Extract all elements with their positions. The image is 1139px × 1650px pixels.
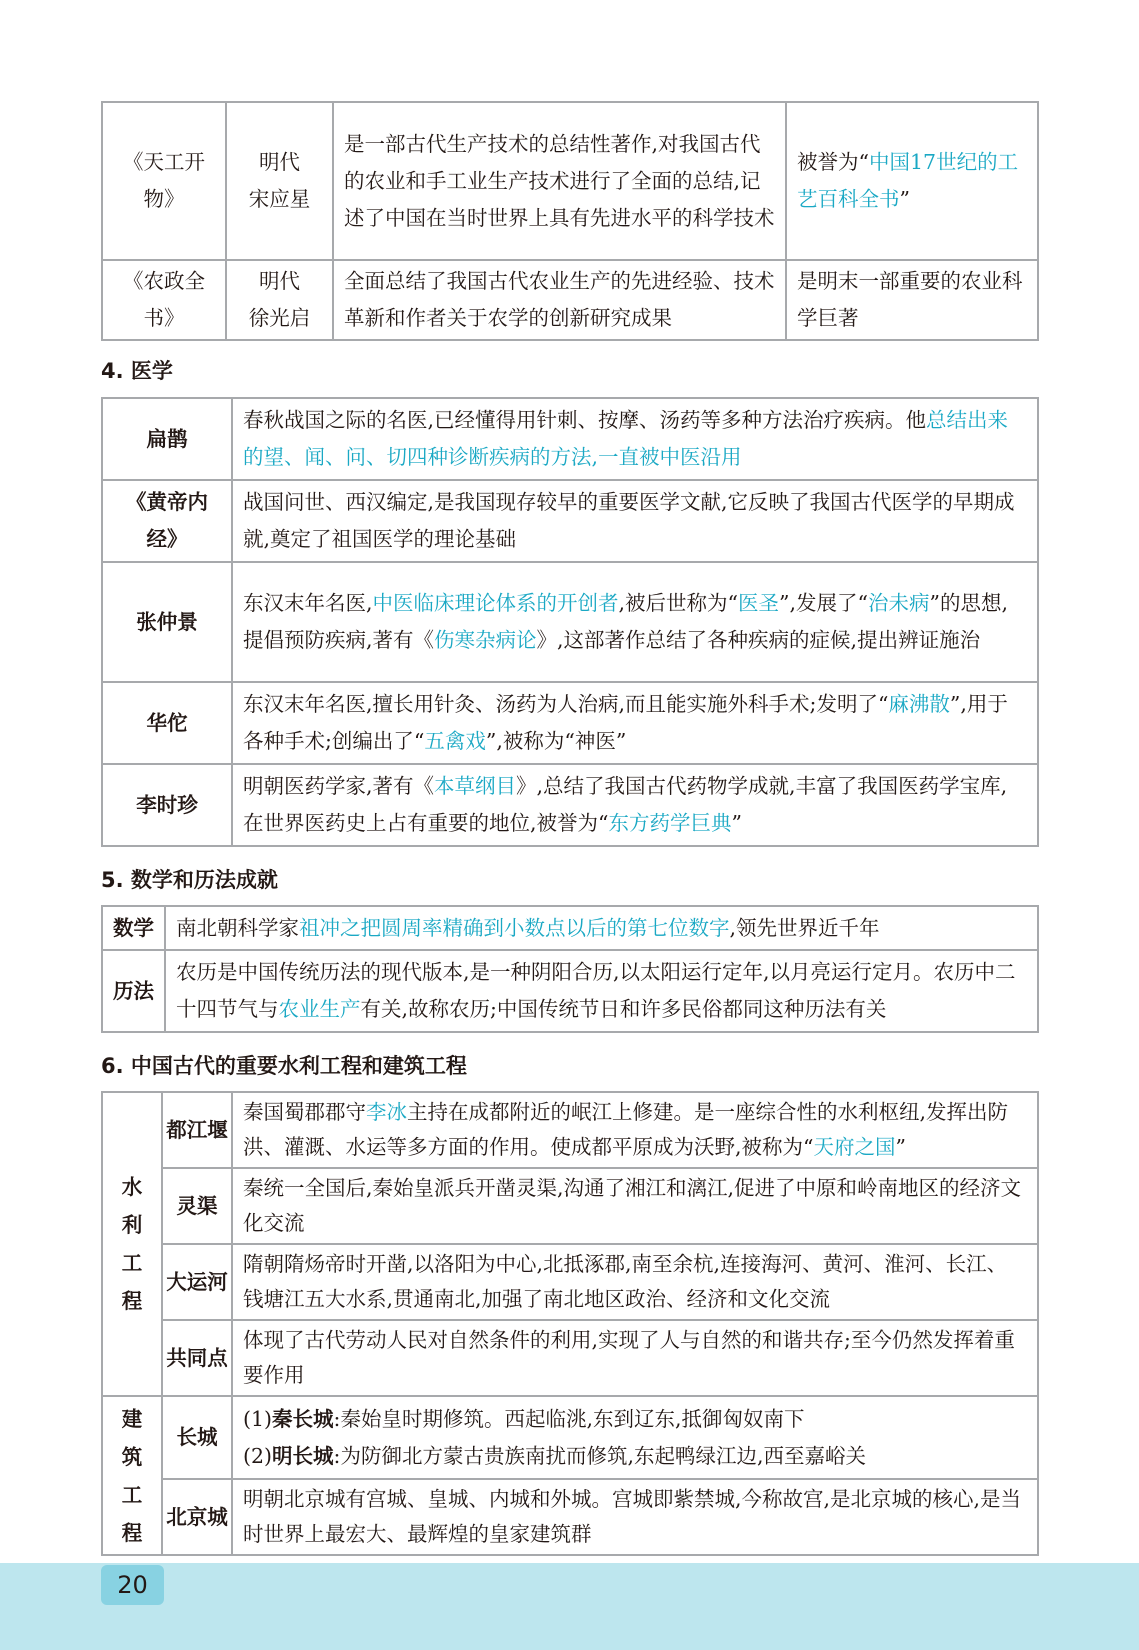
group-label-building: 建筑工程 <box>102 1396 162 1555</box>
book-name: 《农政全书》 <box>102 260 226 340</box>
row-content <box>165 950 1038 1032</box>
row-content: 战国问世、西汉编定,是我国现存较早的重要医学文献,它反映了我国古代医学的早期成就,奠定了祖国医学的理论基础 <box>232 480 1038 562</box>
row-label: 大运河 <box>162 1244 232 1320</box>
highlight-text: 治未病 <box>868 591 930 615</box>
highlight-text: 麻沸散 <box>888 692 950 716</box>
book-eval: 是明末一部重要的农业科学巨著 <box>786 260 1038 340</box>
table-row <box>102 480 1038 562</box>
section-heading: 5. 数学和历法成就 <box>101 868 278 892</box>
row-content <box>232 682 1038 764</box>
text: ,被后世称为“ <box>618 591 739 615</box>
table-row <box>102 1396 1038 1479</box>
footer-band <box>0 1563 1139 1650</box>
book-desc: 是一部古代生产技术的总结性著作,对我国古代的农业和手工业生产技术进行了全面的总结,记述了中国在当时世界上具有先进水平的科学技术 <box>333 102 786 260</box>
text: 被誉为“ <box>797 150 869 174</box>
text: ,领先世界近千年 <box>729 915 880 940</box>
text: ”,发展了“ <box>779 591 869 615</box>
page-number: 20 <box>101 1565 164 1605</box>
table-row <box>102 764 1038 846</box>
row-label: 李时珍 <box>102 764 232 846</box>
book-name: 《天工开物》 <box>102 102 226 260</box>
math-calendar-table <box>101 905 1039 1033</box>
table-row <box>102 950 1038 1032</box>
bold-text: 明长城 <box>272 1443 334 1468</box>
bold-text: 秦长城 <box>272 1406 334 1431</box>
text: ” <box>731 811 742 835</box>
highlight-text: 祖冲之把圆周率精确到小数点以后的第七位数字 <box>299 915 730 940</box>
table-row <box>102 1092 1038 1168</box>
row-content: 体现了古代劳动人民对自然条件的利用,实现了人与自然的和谐共存;至今仍然发挥着重要作用 <box>232 1320 1038 1396</box>
text: 东汉末年名医,擅长用针灸、汤药为人治病,而且能实施外科手术;发明了“ <box>243 692 889 716</box>
text: 有关,故称农历;中国传统节日和许多民俗都同这种历法有关 <box>360 997 887 1021</box>
book-author: 徐光启 <box>248 306 311 330</box>
book-era: 明代 <box>259 269 300 293</box>
table-row <box>102 906 1038 950</box>
book-author: 宋应星 <box>248 187 311 211</box>
text: 》,总结了我国古代药物学成就,丰富了我国医药学宝库,在世界医药史上占有重要的地位,被誉为“ <box>243 774 1008 835</box>
text: (2) <box>243 1443 273 1468</box>
table-row <box>102 398 1038 480</box>
row-label: 北京城 <box>162 1479 232 1555</box>
highlight-text: 总结出来的望、闻、问、切四种诊断疾病的方法,一直被中医沿用 <box>243 408 1009 469</box>
highlight-text: 东方药学巨典 <box>608 811 732 835</box>
text: 明朝医药学家,著有《 <box>243 774 435 798</box>
row-label: 灵渠 <box>162 1168 232 1244</box>
row-content <box>232 1396 1038 1479</box>
text: (1) <box>243 1406 273 1431</box>
row-content: 隋朝隋炀帝时开凿,以洛阳为中心,北抵涿郡,南至余杭,连接海河、黄河、淮河、长江、钱塘江五大水系,贯通南北,加强了南北地区政治、经济和文化交流 <box>232 1244 1038 1320</box>
book-era-author <box>226 260 333 340</box>
row-content <box>232 562 1038 682</box>
text: :为防御北方蒙古贵族南扰而修筑,东起鸭绿江边,西至嘉峪关 <box>333 1443 866 1468</box>
row-content <box>232 764 1038 846</box>
row-label: 历法 <box>102 950 165 1032</box>
row-content <box>232 398 1038 480</box>
group-label-water: 水利工程 <box>102 1092 162 1396</box>
highlight-text: 天府之国 <box>813 1135 896 1159</box>
row-label: 都江堰 <box>162 1092 232 1168</box>
section-heading: 4. 医学 <box>101 359 173 383</box>
engineering-table <box>101 1091 1039 1556</box>
highlight-text: 农业生产 <box>278 997 361 1021</box>
table-row <box>102 1320 1038 1396</box>
text: 》,这部著作总结了各种疾病的症候,提出辨证施治 <box>536 628 981 652</box>
tech-books-table <box>101 101 1039 341</box>
book-era-author <box>226 102 333 260</box>
text: ”的思想,提倡预防疾病,著有《 <box>243 591 1009 652</box>
highlight-text: 五禽戏 <box>424 729 486 753</box>
row-content: 秦统一全国后,秦始皇派兵开凿灵渠,沟通了湘江和漓江,促进了中原和岭南地区的经济文化交流 <box>232 1168 1038 1244</box>
highlight-text: 医圣 <box>738 591 780 615</box>
row-label: 华佗 <box>102 682 232 764</box>
text: ”,被称为“神医” <box>485 729 627 753</box>
row-label: 张仲景 <box>102 562 232 682</box>
book-desc: 全面总结了我国古代农业生产的先进经验、技术革新和作者关于农学的创新研究成果 <box>333 260 786 340</box>
text: ” <box>899 187 910 211</box>
section-heading: 6. 中国古代的重要水利工程和建筑工程 <box>101 1054 467 1078</box>
table-row <box>102 1168 1038 1244</box>
book-era: 明代 <box>259 150 300 174</box>
table-row <box>102 1244 1038 1320</box>
row-label: 长城 <box>162 1396 232 1479</box>
row-label: 《黄帝内经》 <box>102 480 232 562</box>
book-eval <box>786 102 1038 260</box>
table-row <box>102 260 1038 340</box>
row-content <box>165 906 1038 950</box>
highlight-text: 伤寒杂病论 <box>434 628 537 652</box>
text: 主持在成都附近的岷江上修建。是一座综合性的水利枢纽,发挥出防洪、灌溉、水运等多方面的作用。使成都平原成为沃野,被称为“ <box>243 1100 1009 1159</box>
highlight-text: 李冰 <box>366 1100 407 1124</box>
text: ” <box>895 1135 906 1159</box>
table-row <box>102 1479 1038 1555</box>
row-content: 明朝北京城有宫城、皇城、内城和外城。宫城即紫禁城,今称故宫,是北京城的核心,是当时世界上最宏大、最辉煌的皇家建筑群 <box>232 1479 1038 1555</box>
highlight-text: 本草纲目 <box>434 774 517 798</box>
row-label: 数学 <box>102 906 165 950</box>
medicine-table <box>101 397 1039 847</box>
text: 秦国蜀郡郡守 <box>243 1100 366 1124</box>
highlight-text: 中国17世纪的工艺百科全书 <box>797 150 1019 211</box>
table-row <box>102 102 1038 260</box>
row-label: 扁鹊 <box>102 398 232 480</box>
text: 春秋战国之际的名医,已经懂得用针刺、按摩、汤药等多种方法治疗疾病。他 <box>243 408 927 432</box>
text: 南北朝科学家 <box>176 915 299 940</box>
row-content <box>232 1092 1038 1168</box>
text: 东汉末年名医, <box>243 591 373 615</box>
highlight-text: 中医临床理论体系的开创者 <box>372 591 619 615</box>
table-row <box>102 562 1038 682</box>
text: :秦始皇时期修筑。西起临洮,东到辽东,抵御匈奴南下 <box>333 1406 805 1431</box>
row-label: 共同点 <box>162 1320 232 1396</box>
text: ”,用于各种手术;创编出了“ <box>243 692 1008 753</box>
table-row <box>102 682 1038 764</box>
text: 农历是中国传统历法的现代版本,是一种阴阳合历,以太阳运行定年,以月亮运行定月。农历中二十四节气与 <box>176 960 1016 1021</box>
